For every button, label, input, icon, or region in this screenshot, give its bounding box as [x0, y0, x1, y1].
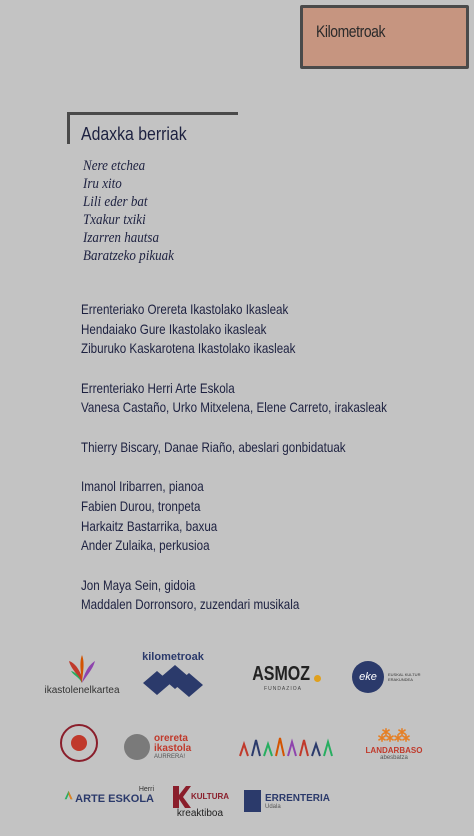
- eke-circle-icon: [352, 661, 384, 693]
- kultura-label: KULTURA: [190, 792, 230, 801]
- kilometroak-logo: [138, 650, 208, 700]
- credit-line: Jon Maya Sein, gidoia: [81, 576, 196, 593]
- song-list: [83, 157, 184, 265]
- kreaktiboa-logo: [170, 780, 230, 824]
- credit-line: Fabien Durou, tronpeta: [81, 497, 201, 514]
- ikastolen-label: ikastolenelkartea: [44, 684, 120, 696]
- asmoz-sub: FUNDAZIOA: [264, 685, 302, 692]
- asmoz-dot-icon: [314, 675, 321, 682]
- errenteria-shield-icon: [244, 790, 261, 812]
- orereta-sub: AURRERA!: [154, 754, 186, 760]
- credit-line: Ander Zulaika, perkusioa: [81, 537, 210, 554]
- frame-left-line: [67, 112, 70, 144]
- errenteria-sub: Udala: [264, 803, 281, 810]
- kilometroak-logo-label: kilometroak: [142, 651, 204, 663]
- eke-sub: EUSKAL KULTUR ERAKUNDEA: [388, 672, 421, 682]
- kultura-k-icon: [171, 786, 191, 808]
- landarbaso-sub: abesbatza: [380, 754, 408, 761]
- credit-line: Errenteriako Herri Arte Eskola: [81, 379, 235, 396]
- credit-line: Vanesa Castaño, Urko Mitxelena, Elene Carreto, irakasleak: [81, 399, 387, 416]
- credit-line: Errenteriako Orereta Ikastolako Ikasleak: [81, 301, 289, 317]
- section-title: Adaxka berriak: [81, 124, 187, 144]
- song-item: Lili eder bat: [83, 194, 148, 210]
- tag-label: Kilometroak: [316, 22, 386, 41]
- asmoz-label: ASMOZ: [252, 662, 311, 685]
- landarbaso-logo: [362, 720, 426, 766]
- ikastolen-elkartea-logo: [44, 648, 120, 700]
- credit-line: Harkaitz Bastarrika, baxua: [81, 517, 218, 534]
- credit-line: Thierry Biscary, Danae Riaño, abeslari gonbidatuak: [81, 438, 346, 455]
- herri-arte-eskola-logo: [64, 780, 154, 810]
- song-item: Txakur txiki: [83, 212, 146, 228]
- frame-top-line: [67, 112, 238, 115]
- song-item: Baratzeko pikuak: [83, 248, 174, 264]
- credits-list: [81, 300, 450, 615]
- arte-eskola-label: ARTE ESKOLA: [75, 792, 154, 805]
- credit-line: Hendaiako Gure Ikastolako ikasleak: [81, 320, 267, 337]
- song-item: Iru xito: [83, 176, 122, 192]
- song-item: Izarren hautsa: [83, 230, 160, 246]
- asmoz-logo: [246, 660, 320, 694]
- landarbaso-figures-icon: ⁂⁂: [378, 727, 410, 745]
- kreaktiboa-label: kreaktiboa: [176, 807, 224, 819]
- credit-line: Imanol Iribarren, pianoa: [81, 478, 204, 495]
- eke-logo: [350, 658, 430, 696]
- errenteria-label: ERRENTERIA: [264, 792, 330, 804]
- song-item: Nere etchea: [83, 158, 146, 174]
- landarbaso-label: LANDARBASO: [365, 745, 423, 755]
- kaskarotena-seal-logo: [58, 722, 100, 764]
- orereta-ikastola-logo: [124, 730, 208, 764]
- eke-label: eke: [359, 671, 377, 683]
- errenteria-logo: [244, 786, 330, 816]
- herri-label: Herri: [138, 785, 154, 793]
- orereta-circle-icon: [124, 734, 150, 760]
- kilometroak-tag: [300, 5, 469, 69]
- credit-line: Ziburuko Kaskarotena Ikastolako ikasleak: [81, 340, 296, 357]
- arte-a-icon: [64, 782, 73, 808]
- credit-line: Maddalen Dorronsoro, zuzendari musikala: [81, 596, 300, 613]
- dancers-logo: [234, 724, 334, 768]
- orereta-label: orereta ikastola: [154, 733, 192, 754]
